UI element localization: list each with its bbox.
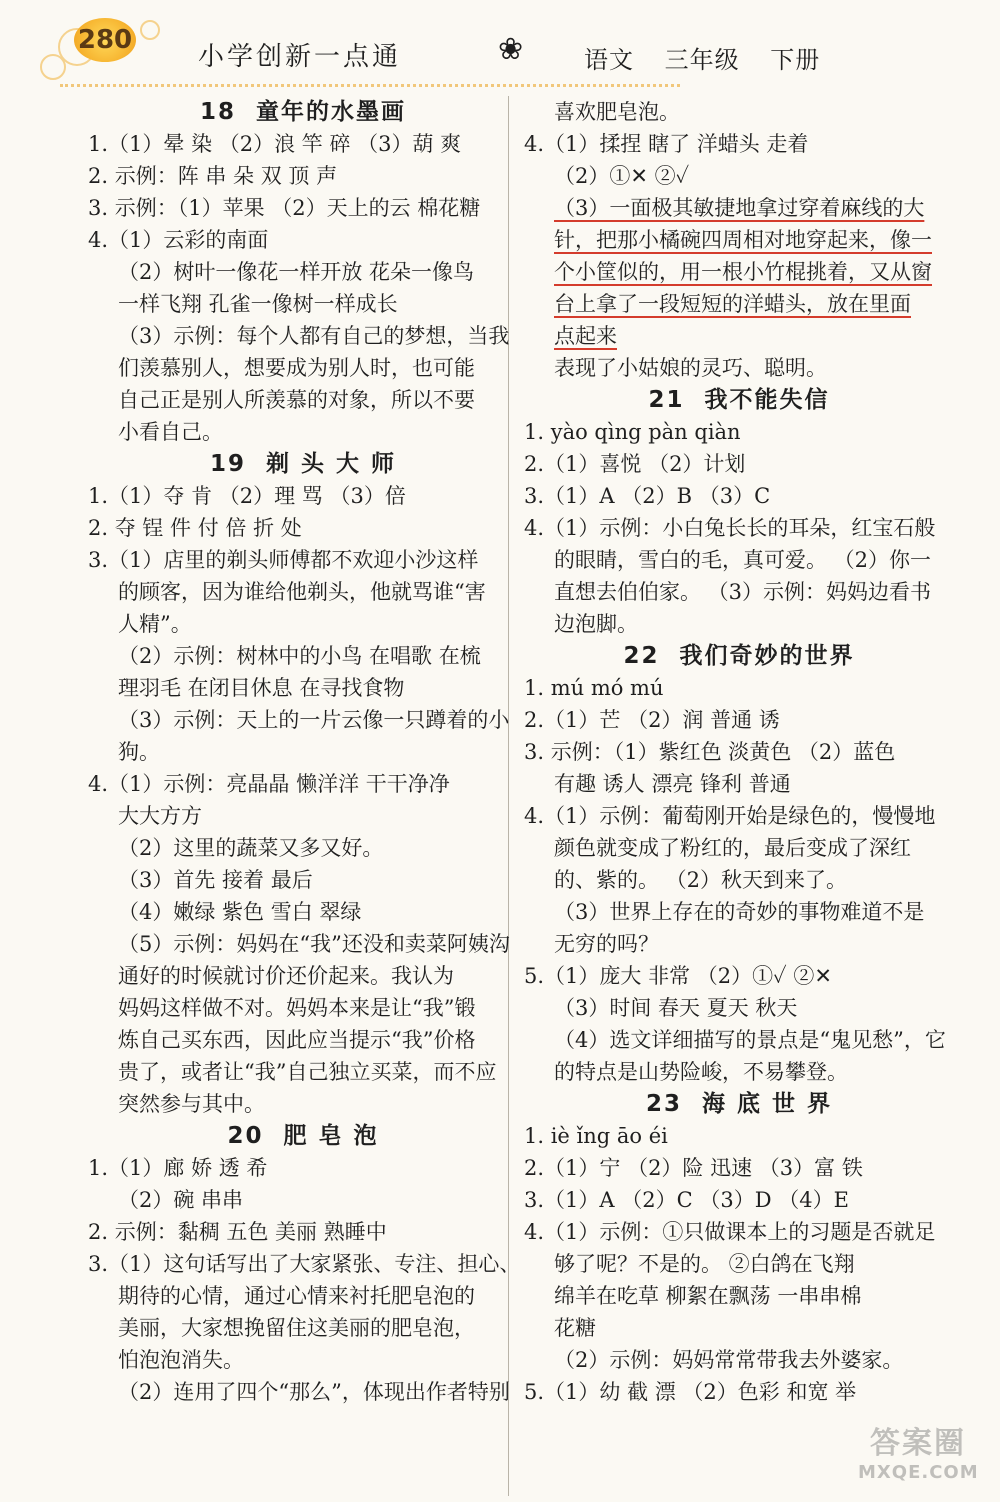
answer-line: 炼自己买东西，因此应当提示“我”价格 bbox=[118, 1028, 476, 1052]
answer-line: （2）碗 串串 bbox=[118, 1188, 244, 1212]
answer-line: （2）示例：树林中的小鸟 在唱歌 在梳 bbox=[118, 644, 481, 668]
answer-line: （2）树叶一像花一样开放 花朵一像鸟 bbox=[118, 260, 475, 284]
answer-line: 1. yào qìng pàn qiàn bbox=[524, 420, 741, 444]
answer-line: 2. 示例：黏稠 五色 美丽 熟睡中 bbox=[88, 1220, 387, 1244]
left-column bbox=[88, 96, 521, 1408]
highlighted-answer-line: 点起来 bbox=[554, 324, 617, 348]
answer-line: 表现了小姑娘的灵巧、聪明。 bbox=[554, 356, 827, 380]
answer-line: 2.（1）喜悦 （2）计划 bbox=[524, 452, 746, 476]
answer-line: （3）首先 接着 最后 bbox=[118, 868, 313, 892]
page-header bbox=[0, 0, 1000, 92]
answer-line: 1.（1）夺 肯 （2）理 骂 （3）倍 bbox=[88, 484, 406, 508]
answer-line: 够了呢？不是的。 ②白鸽在飞翔 bbox=[554, 1252, 855, 1276]
answer-line: 2.（1）芒 （2）润 普通 诱 bbox=[524, 708, 780, 732]
section-title: 20 肥 皂 泡 bbox=[227, 1123, 379, 1149]
answer-line: 无穷的吗？ bbox=[554, 932, 659, 956]
answer-line: 妈妈这样做不对。妈妈本来是让“我”锻 bbox=[118, 996, 476, 1020]
answer-line: 1. iè ǐng āo éi bbox=[524, 1124, 668, 1148]
answer-line: 的特点是山势险峻，不易攀登。 bbox=[554, 1060, 848, 1084]
highlighted-answer-line: 个小筐似的，用一根小竹棍挑着，又从窗 bbox=[554, 260, 932, 284]
answer-line: 4.（1）揉捏 瞎了 洋蜡头 走着 bbox=[524, 132, 809, 156]
term-label: 下册 bbox=[770, 46, 821, 74]
answer-line: （3）世界上存在的奇妙的事物难道不是 bbox=[554, 900, 925, 924]
answer-line: 小看自己。 bbox=[118, 420, 223, 444]
answer-line: 1.（1）晕 染 （2）浪 竿 碎 （3）葫 爽 bbox=[88, 132, 462, 156]
answer-line: 4.（1）示例：亮晶晶 懒洋洋 干干净净 bbox=[88, 772, 450, 796]
answer-line: 一样飞翔 孔雀一像树一样成长 bbox=[118, 292, 398, 316]
section-title: 19 剃 头 大 师 bbox=[209, 451, 397, 477]
answer-line: （3）示例：天上的一片云像一只蹲着的小 bbox=[118, 708, 510, 732]
page-number: 280 bbox=[74, 18, 136, 62]
answer-line: 3. 示例：（1）紫红色 淡黄色 （2）蓝色 bbox=[524, 740, 896, 764]
subject-label: 语文 bbox=[584, 46, 634, 74]
answer-line: 有趣 诱人 漂亮 锋利 普通 bbox=[554, 772, 791, 796]
answer-line: 理羽毛 在闭目休息 在寻找食物 bbox=[118, 676, 405, 700]
decor-circle bbox=[40, 54, 66, 80]
mascot-icon: ❀ bbox=[498, 32, 524, 67]
answer-line: 颜色就变成了粉红的，最后变成了深红 bbox=[554, 836, 911, 860]
answer-line: 通好的时候就讨价还价起来。我认为 bbox=[118, 964, 454, 988]
answer-line: 3. 示例：（1）苹果 （2）天上的云 棉花糖 bbox=[88, 196, 481, 220]
answer-line: 大大方方 bbox=[118, 804, 202, 828]
book-title: 小学创新一点通 bbox=[198, 42, 402, 72]
right-column bbox=[524, 96, 954, 1408]
answer-line: 3.（1）A （2）C （3）D （4）E bbox=[524, 1188, 849, 1212]
answer-line: （2）①✕ ②✓ bbox=[554, 164, 690, 188]
answer-line: 4.（1）云彩的南面 bbox=[88, 228, 269, 252]
answer-line: （2）连用了四个“那么”，体现出作者特别 bbox=[118, 1380, 510, 1404]
answer-line: 们羡慕别人，想要成为别人时，也可能 bbox=[118, 356, 475, 380]
answer-line: 4.（1）示例：小白兔长长的耳朵，红宝石般 bbox=[524, 516, 936, 540]
answer-line: 美丽，大家想挽留住这美丽的肥皂泡， bbox=[118, 1316, 475, 1340]
highlighted-answer-line: （3）一面极其敏捷地拿过穿着麻线的大 bbox=[554, 196, 925, 220]
subject-info bbox=[584, 40, 842, 75]
answer-line: 边泡脚。 bbox=[554, 612, 638, 636]
answer-line: 的顾客，因为谁给他剃头，他就骂谁“害 bbox=[118, 580, 486, 604]
answer-line: 4.（1）示例：葡萄刚开始是绿色的，慢慢地 bbox=[524, 804, 936, 828]
answer-line: 贵了，或者让“我”自己独立买菜，而不应 bbox=[118, 1060, 497, 1084]
answer-line: 2. 示例：阵 串 朵 双 顶 声 bbox=[88, 164, 338, 188]
answer-line: （3）时间 春天 夏天 秋天 bbox=[554, 996, 798, 1020]
answer-line: 期待的心情，通过心情来衬托肥皂泡的 bbox=[118, 1284, 475, 1308]
answer-line: 5.（1）幼 截 漂 （2）色彩 和宽 举 bbox=[524, 1380, 857, 1404]
answer-line: （4）嫩绿 紫色 雪白 翠绿 bbox=[118, 900, 362, 924]
answer-line: 3.（1）店里的剃头师傅都不欢迎小沙这样 bbox=[88, 548, 479, 572]
section-title: 21 我不能失信 bbox=[648, 387, 830, 413]
answer-line: 突然参与其中。 bbox=[118, 1092, 265, 1116]
highlighted-answer-line: 台上拿了一段短短的洋蜡头，放在里面 bbox=[554, 292, 911, 316]
watermark-logo bbox=[858, 1418, 978, 1494]
answer-line: 的、紫的。 （2）秋天到来了。 bbox=[554, 868, 848, 892]
answer-line: 绵羊在吃草 柳絮在飘荡 一串串棉 bbox=[554, 1284, 862, 1308]
answer-line: 怕泡泡消失。 bbox=[118, 1348, 244, 1372]
section-title: 18 童年的水墨画 bbox=[199, 99, 406, 125]
answer-line: 人精”。 bbox=[118, 612, 192, 636]
answer-line: 1.（1）廊 娇 透 希 bbox=[88, 1156, 268, 1180]
answer-line: 2. 夺 锃 件 付 倍 折 处 bbox=[88, 516, 302, 540]
answer-line: 2.（1）宁 （2）险 迅速 （3）富 铁 bbox=[524, 1156, 863, 1180]
answer-line: 3.（1）这句话写出了大家紧张、专注、担心、 bbox=[88, 1252, 521, 1276]
answer-line: （4）选文详细描写的景点是“鬼见愁”，它 bbox=[554, 1028, 946, 1052]
answer-line: 狗。 bbox=[118, 740, 160, 764]
answer-line: （3）示例：每个人都有自己的梦想，当我 bbox=[118, 324, 510, 348]
answer-line: 1. mú mó mú bbox=[524, 676, 664, 700]
watermark-text: 答案圈 bbox=[870, 1426, 966, 1461]
decor-dotted-line bbox=[60, 80, 680, 87]
answer-line: 花糖 bbox=[554, 1316, 596, 1340]
highlighted-answer-line: 针，把那小橘碗四周相对地穿起来，像一 bbox=[554, 228, 932, 252]
answer-line: 的眼睛，雪白的毛，真可爱。 （2）你一 bbox=[554, 548, 932, 572]
watermark-url: MXQE.COM bbox=[858, 1462, 979, 1483]
answer-line: 喜欢肥皂泡。 bbox=[554, 100, 680, 124]
answer-line: 4.（1）示例：①只做课本上的习题是否就足 bbox=[524, 1220, 936, 1244]
answer-line: （2）这里的蔬菜又多又好。 bbox=[118, 836, 384, 860]
answer-line: 3.（1）A （2）B （3）C bbox=[524, 484, 771, 508]
section-title: 22 我们奇妙的世界 bbox=[623, 643, 855, 669]
answer-line: （2）示例：妈妈常常带我去外婆家。 bbox=[554, 1348, 904, 1372]
section-title: 23 海 底 世 界 bbox=[645, 1091, 833, 1117]
answer-line: 直想去伯伯家。 （3）示例：妈妈边看书 bbox=[554, 580, 932, 604]
grade-label: 三年级 bbox=[664, 46, 740, 74]
answer-line: 自己正是别人所羡慕的对象，所以不要 bbox=[118, 388, 475, 412]
answer-line: （5）示例：妈妈在“我”还没和卖菜阿姨沟 bbox=[118, 932, 510, 956]
answer-line: 5.（1）庞大 非常 （2）①✓ ②✕ bbox=[524, 964, 832, 988]
decor-circle bbox=[140, 20, 160, 40]
